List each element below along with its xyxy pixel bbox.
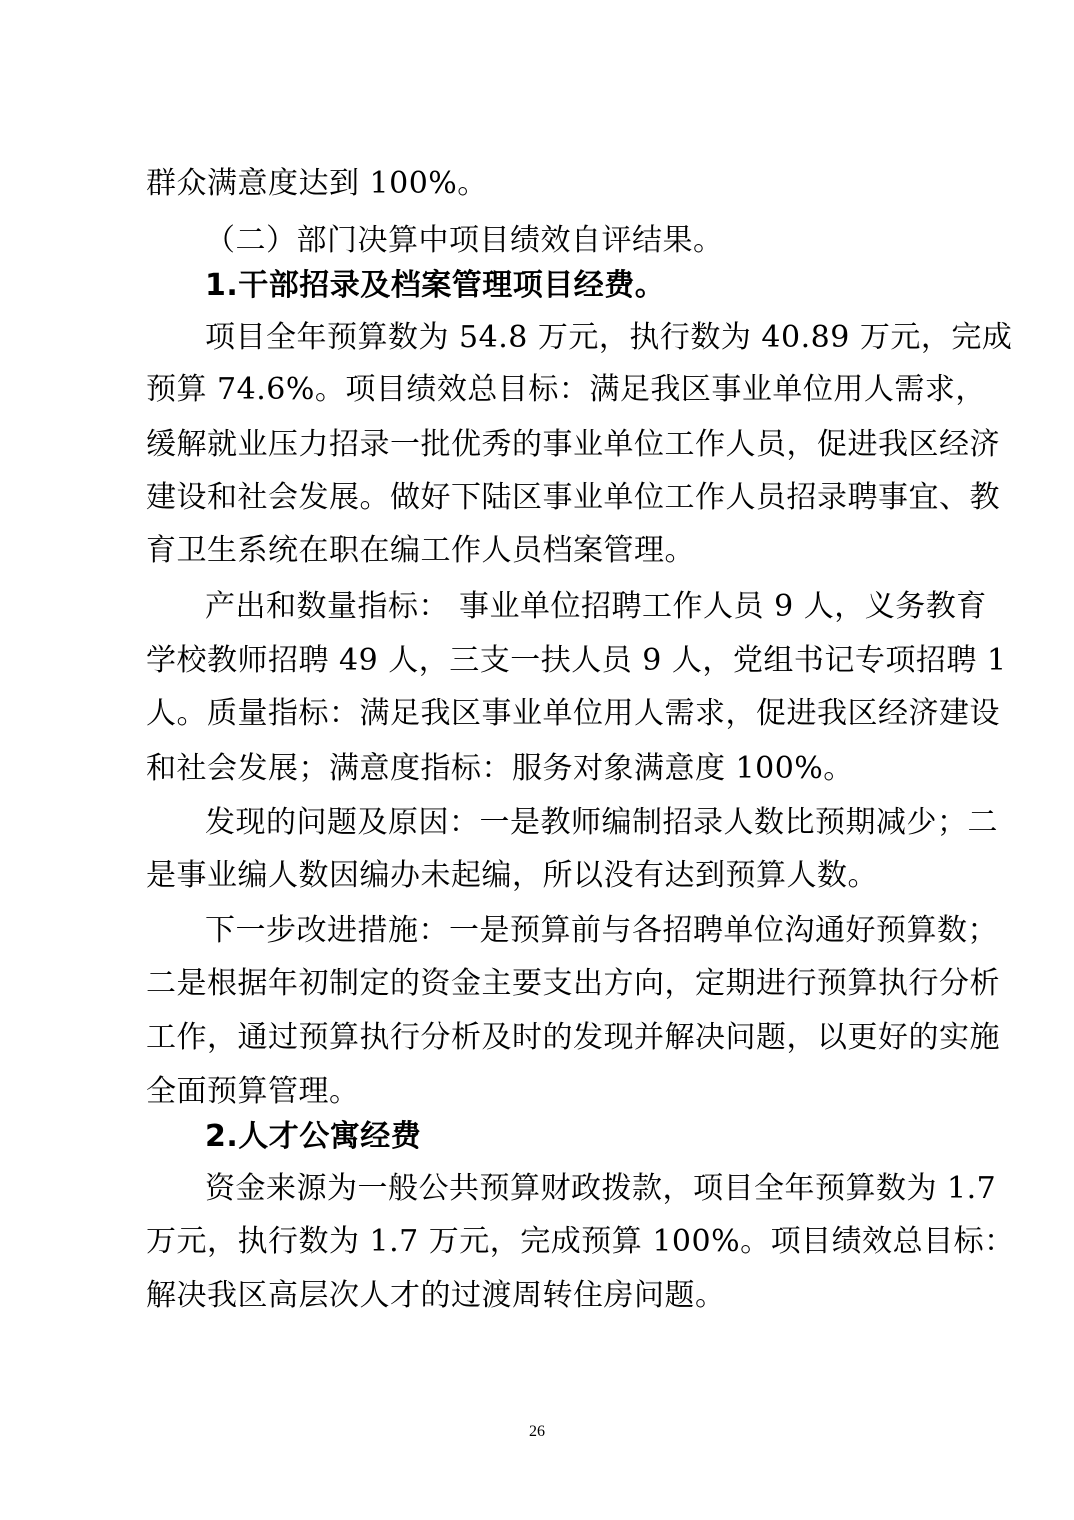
text-line: 发现的问题及原因：一是教师编制招录人数比预期减少；二 bbox=[205, 805, 998, 840]
text-line: 和社会发展；满意度指标：服务对象满意度 100%。 bbox=[146, 751, 854, 786]
item-heading-2: 2.人才公寓经费 bbox=[205, 1119, 422, 1154]
page-number: 26 bbox=[529, 1423, 545, 1440]
text-line: 万元，执行数为 1.7 万元，完成预算 100%。项目绩效总目标： bbox=[146, 1224, 1015, 1259]
section-heading: （二）部门决算中项目绩效自评结果。 bbox=[205, 223, 724, 258]
text-line: 工作，通过预算执行分析及时的发现并解决问题，以更好的实施 bbox=[146, 1020, 1000, 1055]
text-line: 群众满意度达到 100%。 bbox=[146, 166, 488, 201]
text-line: 全面预算管理。 bbox=[146, 1074, 360, 1109]
text-line: 项目全年预算数为 54.8 万元，执行数为 40.89 万元，完成 bbox=[205, 320, 1013, 355]
text-line: 产出和数量指标： 事业单位招聘工作人员 9 人，义务教育 bbox=[205, 589, 987, 624]
text-line: 预算 74.6%。项目绩效总目标：满足我区事业单位用人需求， bbox=[146, 372, 986, 407]
text-line: 解决我区高层次人才的过渡周转住房问题。 bbox=[146, 1278, 726, 1313]
text-line: 资金来源为一般公共预算财政拨款，项目全年预算数为 1.7 bbox=[205, 1171, 997, 1206]
text-line: 人。质量指标：满足我区事业单位用人需求，促进我区经济建设 bbox=[146, 696, 1000, 731]
text-line: 二是根据年初制定的资金主要支出方向，定期进行预算执行分析 bbox=[146, 966, 1000, 1001]
text-line: 育卫生系统在职在编工作人员档案管理。 bbox=[146, 533, 695, 568]
text-line: 缓解就业压力招录一批优秀的事业单位工作人员，促进我区经济 bbox=[146, 427, 1000, 462]
text-line: 下一步改进措施：一是预算前与各招聘单位沟通好预算数； bbox=[205, 913, 998, 948]
item-heading-1: 1.干部招录及档案管理项目经费。 bbox=[205, 268, 666, 303]
text-line: 建设和社会发展。做好下陆区事业单位工作人员招录聘事宜、教 bbox=[146, 480, 1000, 515]
text-line: 学校教师招聘 49 人，三支一扶人员 9 人，党组书记专项招聘 1 bbox=[146, 643, 1007, 678]
text-line: 是事业编人数因编办未起编，所以没有达到预算人数。 bbox=[146, 858, 878, 893]
